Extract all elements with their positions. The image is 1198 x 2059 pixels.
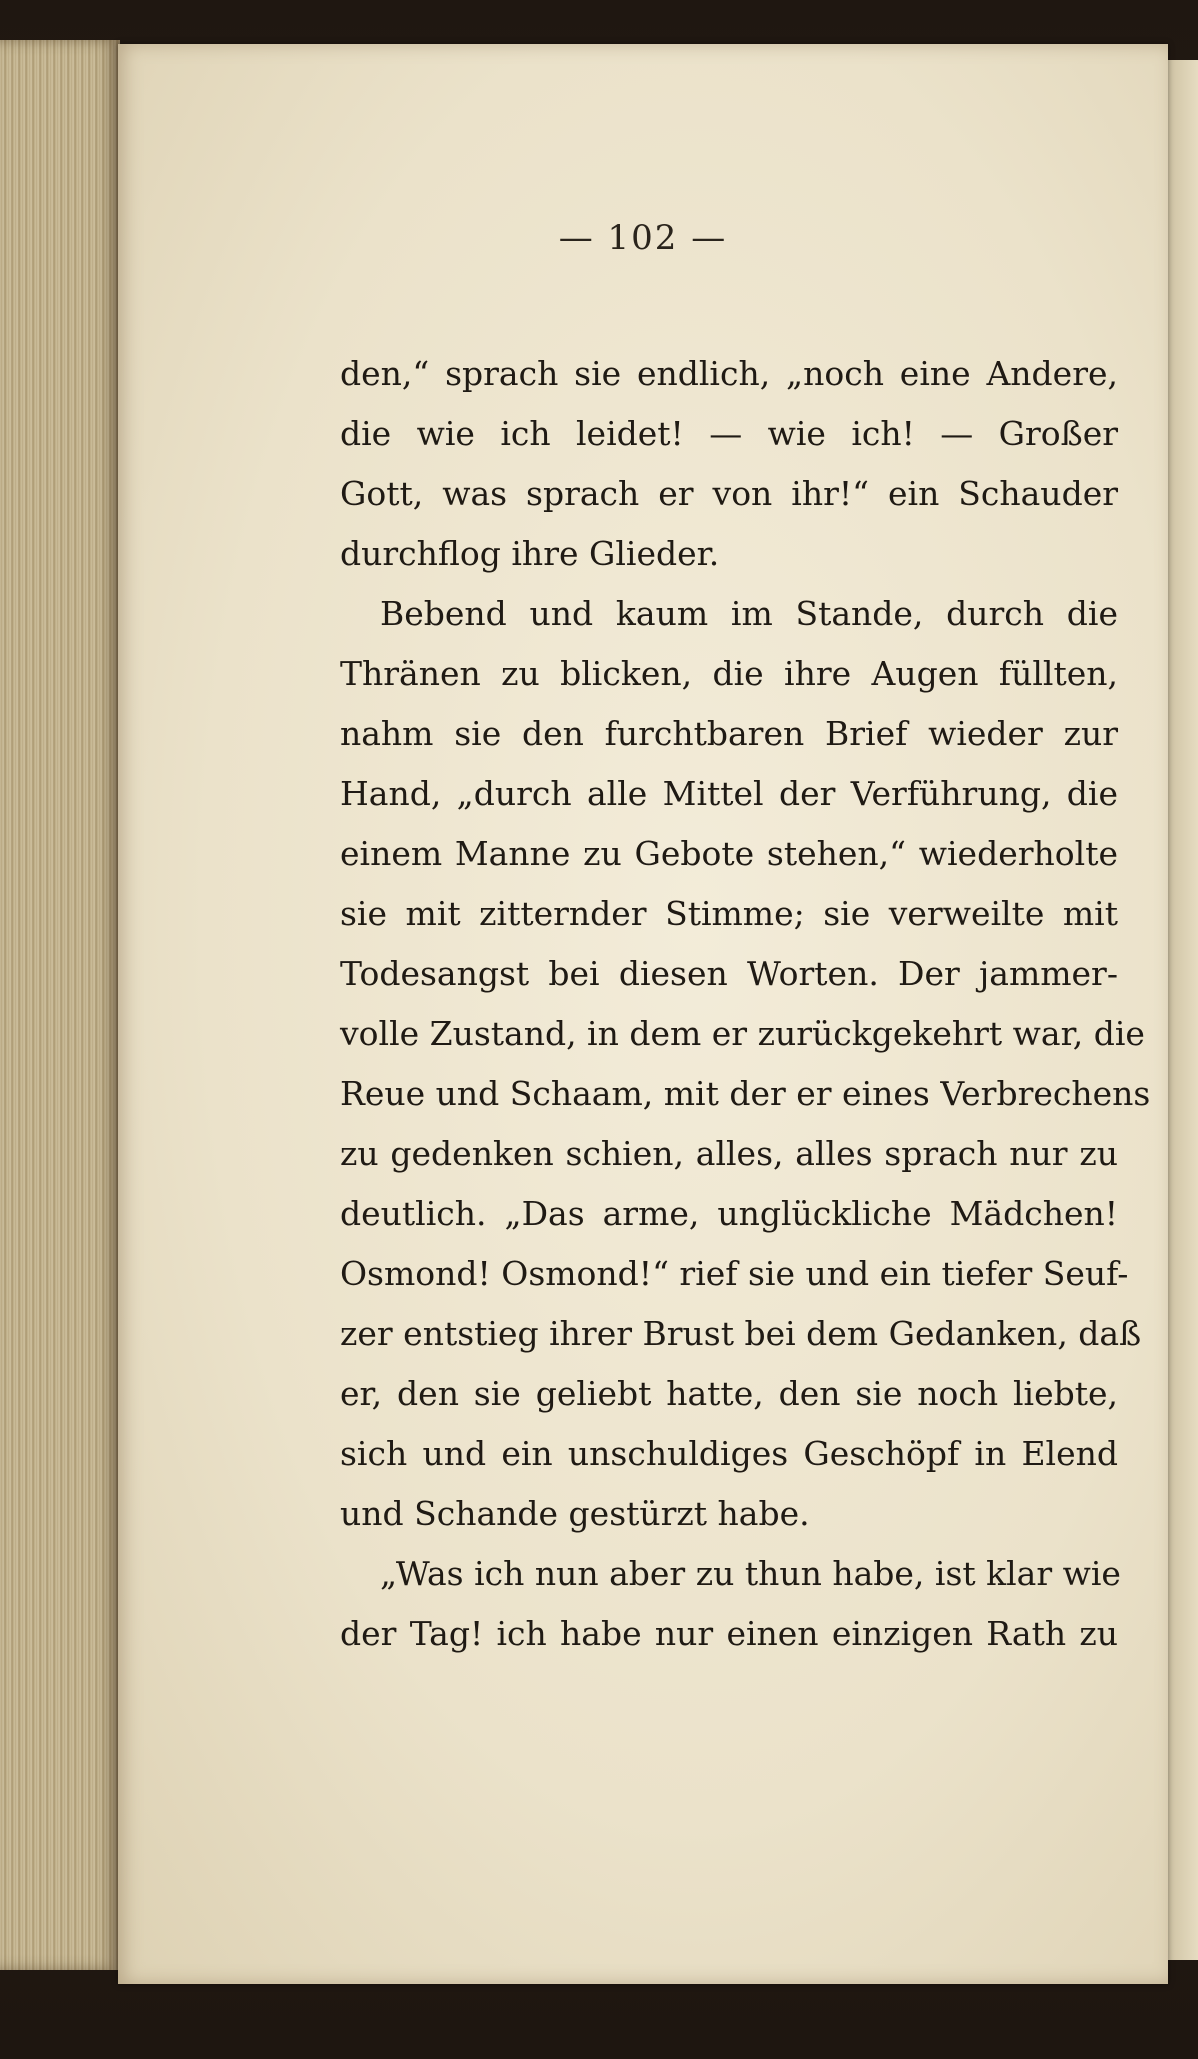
text-line: und Schande gestürzt habe. (340, 1494, 810, 1533)
text-line: einem Manne zu Gebote stehen,“ wiederholte (340, 834, 1118, 873)
text-body (340, 344, 1151, 1664)
text-line: Gott, was sprach er von ihr!“ ein Schauder (340, 474, 1118, 513)
text-line: durchflog ihre Glieder. (340, 534, 720, 573)
page-edges (0, 40, 120, 1970)
text-line: Thränen zu blicken, die ihre Augen füllten, (340, 654, 1118, 693)
text-line: Osmond! Osmond!“ rief sie und ein tiefer Seuf- (340, 1254, 1129, 1293)
text-line: den,“ sprach sie endlich, „noch eine Andere, (340, 354, 1118, 393)
text-line: „Was ich nun aber zu thun habe, ist klar wie (380, 1554, 1121, 1593)
text-line: nahm sie den furchtbaren Brief wieder zur (340, 714, 1118, 753)
text-line: er, den sie geliebt hatte, den sie noch liebte, (340, 1374, 1118, 1413)
text-line: die wie ich leidet! — wie ich! — Großer (340, 414, 1118, 453)
text-line: Reue und Schaam, mit der er eines Verbrechens (340, 1074, 1151, 1113)
text-line: volle Zustand, in dem er zurückgekehrt war, die (340, 1014, 1145, 1053)
text-line: zer entstieg ihrer Brust bei dem Gedanken, daß (340, 1314, 1142, 1353)
text-line: zu gedenken schien, alles, alles sprach nur zu (340, 1134, 1118, 1173)
next-page-edge (1168, 60, 1198, 1960)
text-line: Bebend und kaum im Stande, durch die (380, 594, 1118, 633)
text-line: Hand, „durch alle Mittel der Verführung, die (340, 774, 1118, 813)
text-line: deutlich. „Das arme, unglückliche Mädchen! (340, 1194, 1118, 1233)
text-line: sich und ein unschuldiges Geschöpf in Elend (340, 1434, 1118, 1473)
text-line: der Tag! ich habe nur einen einzigen Rath zu (340, 1614, 1118, 1653)
text-line: Todesangst bei diesen Worten. Der jammer- (340, 954, 1118, 993)
text-line: sie mit zitternder Stimme; sie verweilte mit (340, 894, 1118, 933)
page-number: — 102 — (558, 218, 728, 258)
